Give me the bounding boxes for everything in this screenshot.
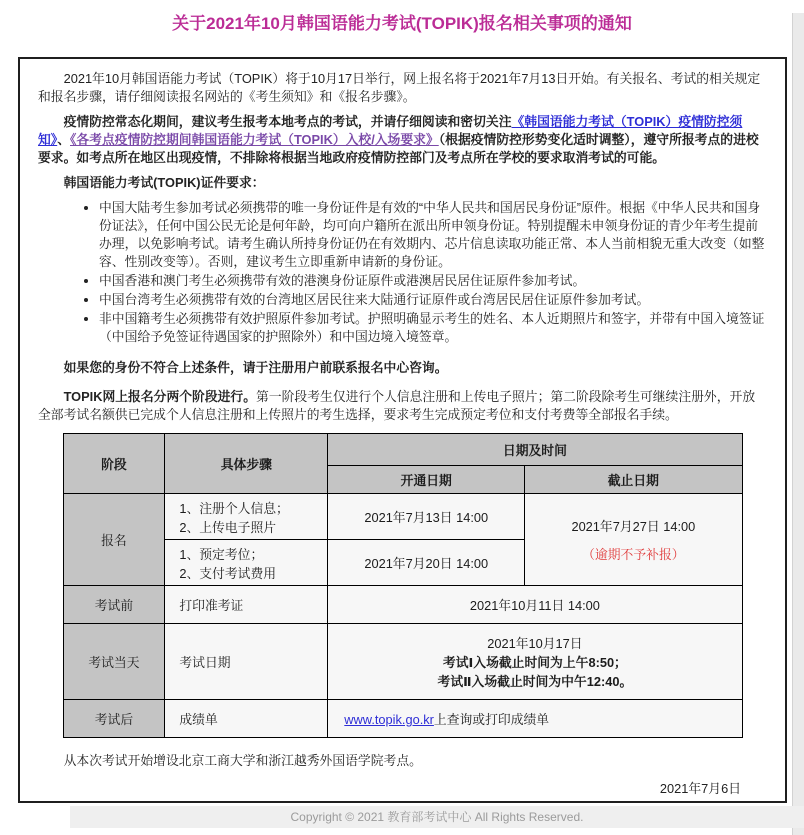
list-item (99, 310, 767, 346)
exam1-entry-deadline: 考试Ⅰ入场截止时间为上午8:50； (442, 655, 627, 670)
deadline-note: （逾期不予补报） (582, 547, 685, 562)
step-line: 1、预定考位； (179, 546, 264, 562)
stage-signup: 报名 (63, 494, 165, 586)
entry-requirements-link[interactable]: 《各考点疫情防控期间韩国语能力考试（TOPIK）入校/入场要求》 (70, 132, 439, 147)
header-deadline: 截止日期 (525, 466, 742, 494)
notice-title: 关于2021年10月韩国语能力考试(TOPIK)报名相关事项的通知 (172, 14, 632, 33)
stage-before-exam: 考试前 (63, 586, 165, 624)
datetime-score-report (328, 700, 742, 738)
step-line: 2、支付考试费用 (179, 565, 277, 581)
id-requirements-heading: 韩国语能力考试(TOPIK)证件要求： (63, 175, 265, 190)
notice-content-box (18, 57, 787, 803)
right-edge-strip (792, 13, 804, 835)
list-item-text: 中国大陆考生参加考试必须携带的唯一身份证件是有效的“中华人民共和国居民身份证”原件。根据《中华人民共和国身份证法》，任何中国公民无论是何年龄，均可向户籍所在派出所申领身份证。特别提醒未申领身份证的青少年考生提前办理，以免影响考试。请考生确认所持身份证仍在有效期内、芯片信息读取功能正常、本人当前相貌无重大改变（如整容、性别改变等）。否则，建议考生立即重新申请新的身份证。 (99, 200, 765, 269)
steps-score-report: 成绩单 (165, 700, 328, 738)
steps-print-ticket: 打印准考证 (165, 586, 328, 624)
stage-after-exam: 考试后 (63, 700, 165, 738)
list-item (99, 199, 767, 271)
deadline-date: 2021年7月27日 14:00 (571, 519, 696, 534)
datetime-print-ticket: 2021年10月11日 14:00 (328, 586, 742, 624)
header-datetime: 日期及时间 (328, 434, 742, 466)
open-date-reserve: 2021年7月20日 14:00 (328, 540, 525, 586)
phases-rest: 第一阶段考生仅进行个人信息注册和上传电子照片；第二阶段除考生可继续注册外，开放全部考试名额供已完成个人信息注册和上传照片的考生选择，要求考生完成预定考位和支付考费等全部报名手续。 (38, 389, 756, 422)
epidemic-paragraph (38, 113, 767, 167)
table-row-exam-day (63, 624, 742, 700)
exam-day-date: 2021年10月17日 (487, 636, 583, 651)
table-header-row (63, 434, 742, 466)
epidemic-text-mid: 、 (57, 132, 70, 147)
list-item-text: 中国香港和澳门考生必须携带有效的港澳身份证原件或港澳居民居住证原件参加考试。 (99, 273, 586, 288)
list-item-text: 中国台湾考生必须携带有效的台湾地区居民往来大陆通行证原件或台湾居民居住证原件参加考试。 (99, 292, 650, 307)
new-test-sites-note: 从本次考试开始增设北京工商大学和浙江越秀外国语学院考点。 (63, 753, 422, 768)
schedule-table (63, 433, 743, 738)
header-steps: 具体步骤 (165, 434, 328, 494)
epidemic-notice-link[interactable]: 《韩国语能力考试（TOPIK）疫情防控须知》 (38, 114, 743, 147)
steps-reserve-pay (165, 540, 328, 586)
header-stage: 阶段 (63, 434, 165, 494)
datetime-exam-day (328, 624, 742, 700)
deadline-signup (525, 494, 742, 586)
epidemic-text-post: （根据疫情防控形势变化适时调整），遵守所报考点的进校要求。如考点所在地区出现疫情，不排除将根据当地政府疫情防控部门及考点所在学校的要求取消考试的可能。 (38, 132, 759, 165)
table-row-before-exam (63, 586, 742, 624)
topik-website-link[interactable]: www.topik.go.kr (344, 712, 434, 727)
exam2-entry-deadline: 考试Ⅱ入场截止时间为中午12:40。 (437, 674, 633, 689)
list-item-text: 非中国籍考生必须携带有效护照原件参加考试。护照明确显示考生的姓名、本人近期照片和签字，并带有中国入境签证（中国给予免签证待遇国家的护照除外）和中国边境入境签章。 (99, 311, 765, 344)
step-line: 1、注册个人信息； (179, 500, 289, 516)
table-row-after-exam (63, 700, 742, 738)
identity-warning: 如果您的身份不符合上述条件，请于注册用户前联系报名中心咨询。 (63, 360, 448, 375)
step-line: 2、上传电子照片 (179, 519, 277, 535)
list-item (99, 291, 767, 309)
epidemic-text-pre: 疫情防控常态化期间，建议考生报考本地考点的考试，并请仔细阅读和密切关注 (63, 114, 512, 129)
phases-paragraph (38, 388, 767, 424)
copyright-footer: Copyright © 2021 教育部考试中心 All Rights Reserved. (70, 806, 804, 828)
list-item (99, 272, 767, 290)
steps-exam-date: 考试日期 (165, 624, 328, 700)
steps-register (165, 494, 328, 540)
id-requirements-list (84, 199, 767, 346)
header-open-date: 开通日期 (328, 466, 525, 494)
notice-date: 2021年7月6日 (659, 781, 741, 796)
intro-paragraph: 2021年10月韩国语能力考试（TOPIK）将于10月17日举行，网上报名将于2021年7月13日开始。有关报名、考试的相关规定和报名步骤，请仔细阅读报名网站的《考生须知》和《报名步骤》。 (38, 71, 761, 104)
table-row-signup-1 (63, 494, 742, 540)
score-report-suffix: 上查询或打印成绩单 (433, 712, 550, 727)
open-date-register: 2021年7月13日 14:00 (328, 494, 525, 540)
phases-lead: TOPIK网上报名分两个阶段进行。 (63, 389, 257, 404)
stage-exam-day: 考试当天 (63, 624, 165, 700)
